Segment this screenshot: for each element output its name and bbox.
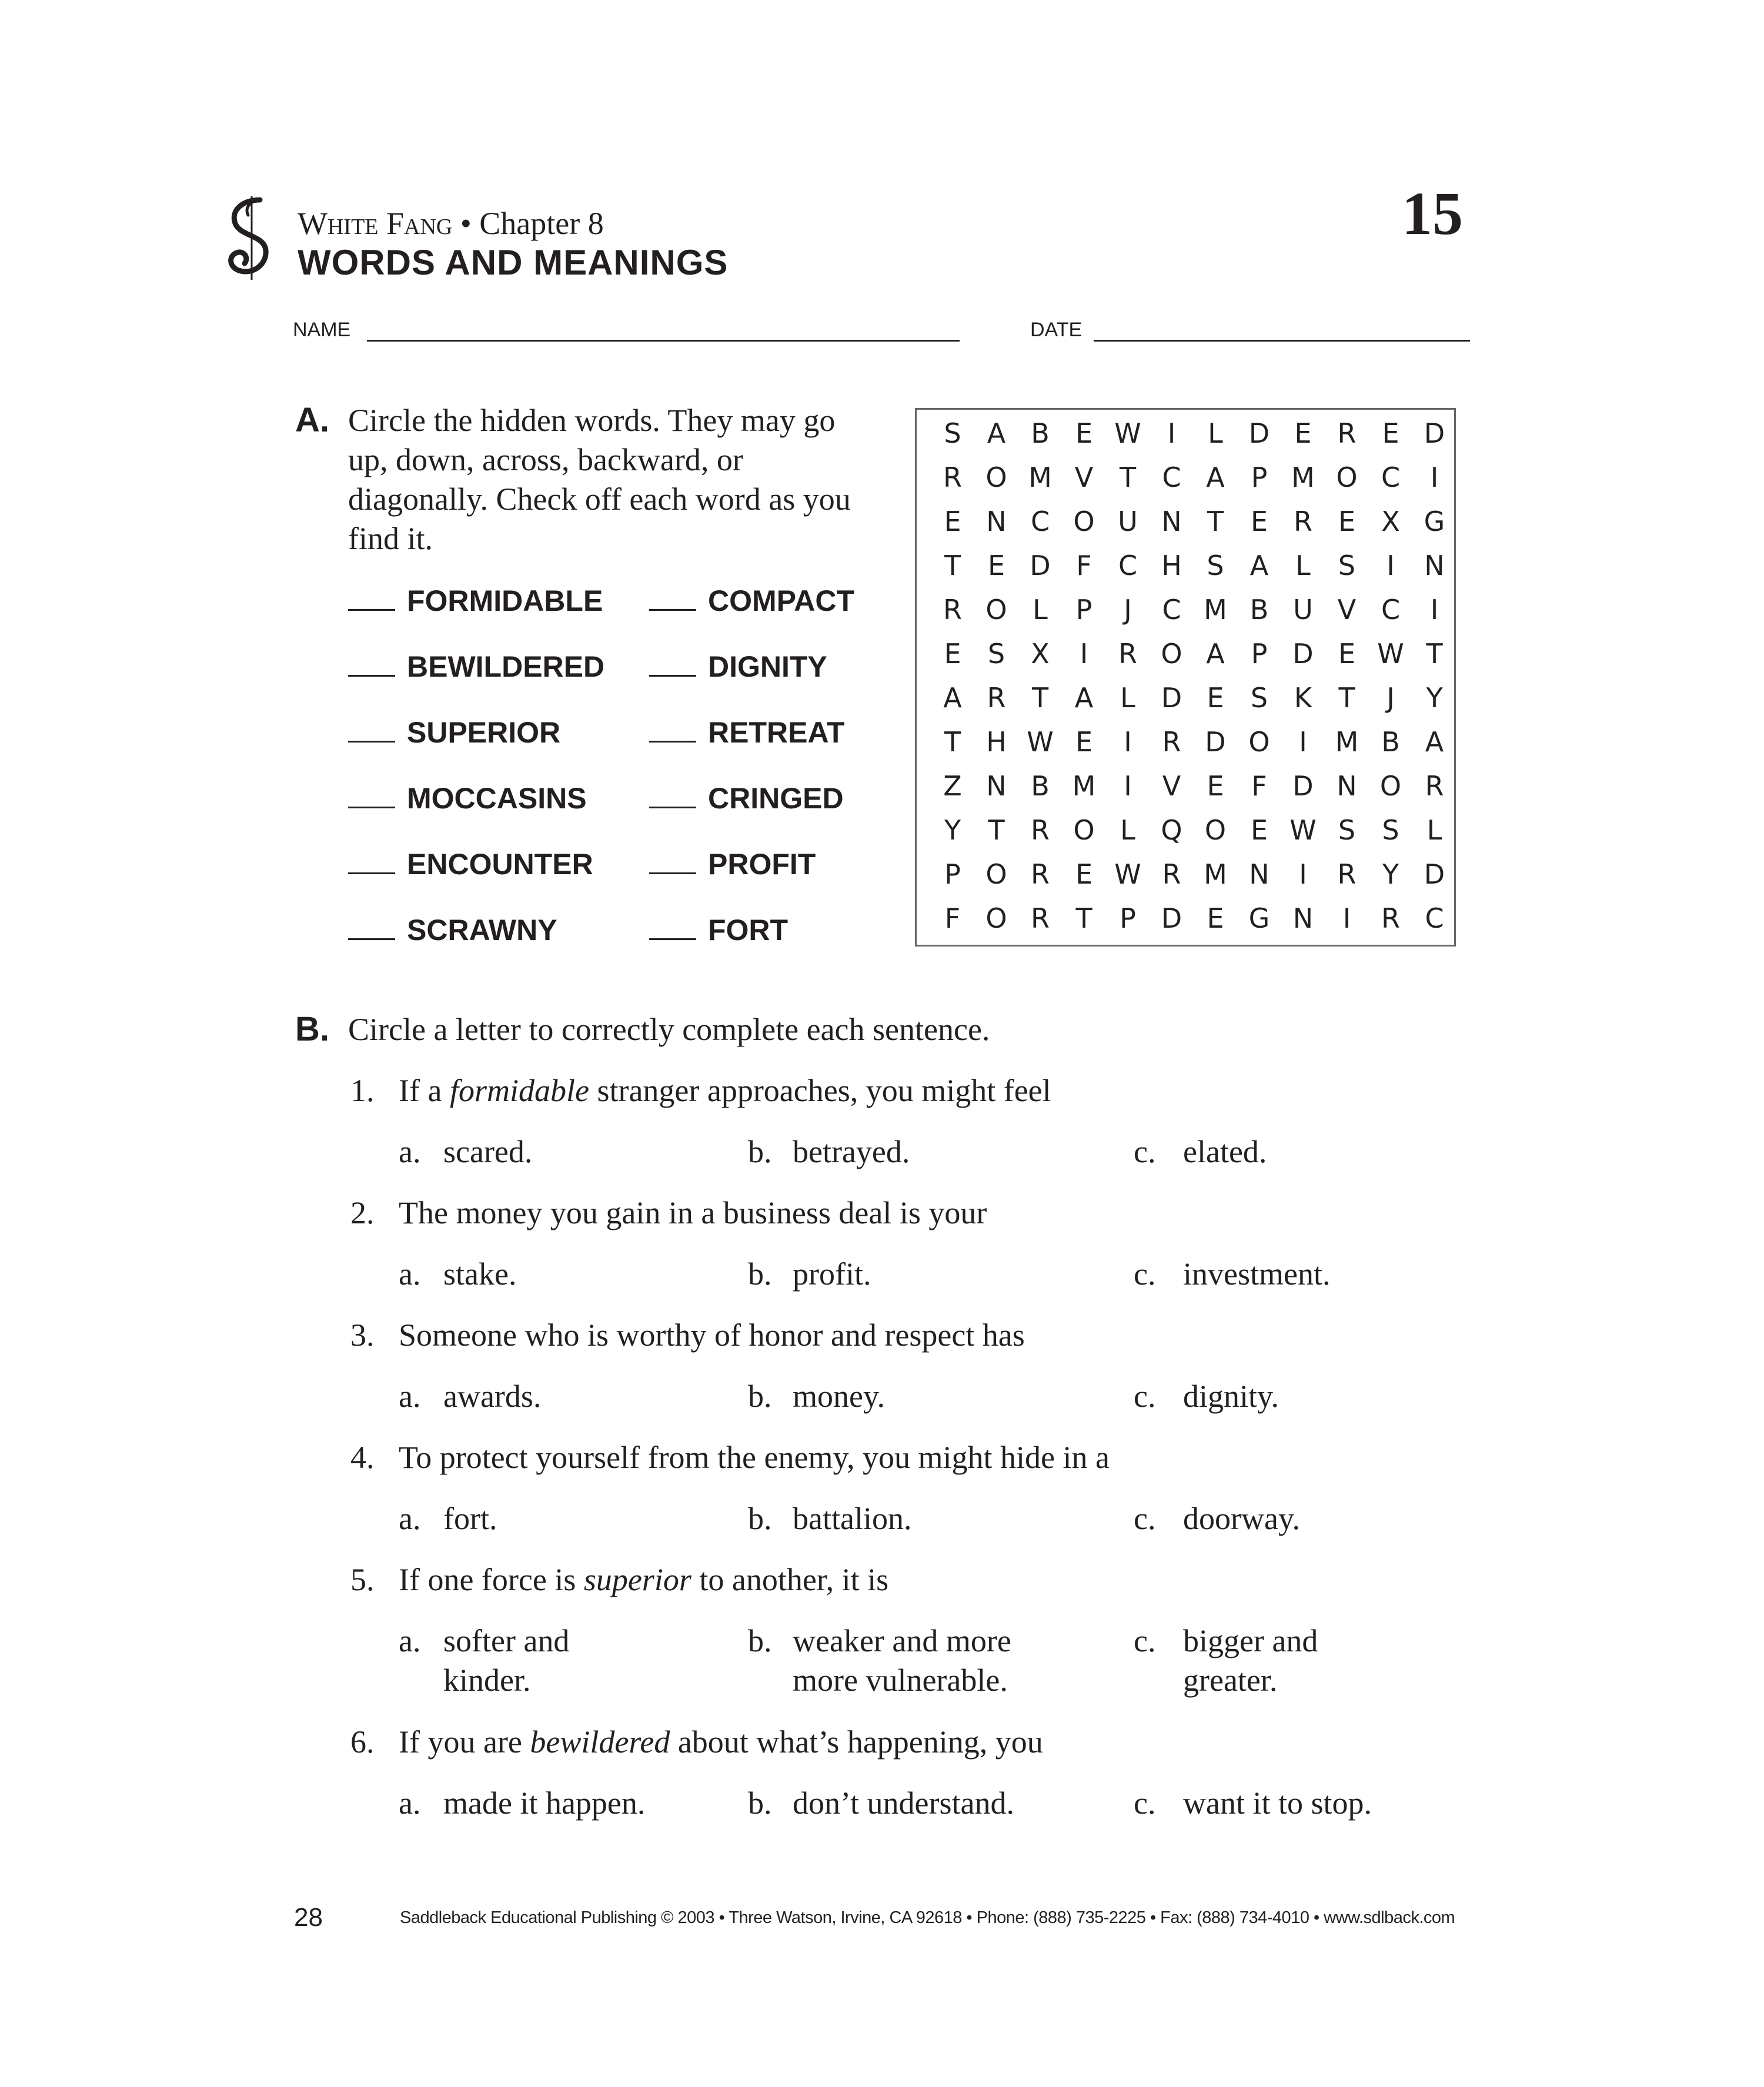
question-text-part: If a [399,1073,450,1108]
grid-letter[interactable]: T [944,550,961,581]
grid-letter[interactable]: E [1207,902,1224,934]
checkbox-blank[interactable] [348,717,395,743]
date-label: DATE [1030,319,1083,341]
grid-letter[interactable]: W [1027,726,1054,758]
grid-letter[interactable]: A [1250,550,1269,581]
grid-letter[interactable]: R [1162,858,1181,890]
grid-letter[interactable]: B [1031,417,1050,449]
grid-letter[interactable]: O [985,594,1007,626]
checkbox-blank[interactable] [348,651,395,677]
option-b-text: don’t understand. [793,1785,1014,1821]
word-list-item[interactable] [649,912,788,948]
grid-letter[interactable]: K [1294,682,1312,714]
grid-letter[interactable]: N [986,506,1007,537]
word-list-item[interactable] [649,847,816,882]
grid-letter[interactable]: E [1294,417,1312,449]
grid-letter[interactable]: R [1337,417,1357,449]
grid-letter[interactable]: H [1161,550,1182,581]
grid-letter[interactable]: M [1291,461,1315,493]
grid-letter[interactable]: A [1074,682,1094,714]
question-text [399,1723,1043,1762]
option-a-text: stake. [443,1256,517,1292]
word-list-item[interactable] [348,583,603,618]
grid-letter[interactable]: E [1207,770,1224,802]
word-label: RETREAT [708,716,845,749]
publisher-info: Saddleback Educational Publishing © 2003 • Three Watson, Irvine, CA 92618 • Phone: (888) 735-2225 • Fax: (888) 734-4010 • www.sdlback.com [400,1908,1455,1927]
worksheet-number: 15 [1402,180,1463,248]
grid-letter[interactable]: L [1208,417,1223,449]
option-a-letter[interactable]: a. [399,1256,421,1292]
grid-letter[interactable]: D [1205,726,1226,758]
grid-letter[interactable]: R [1031,858,1050,890]
option-b-letter[interactable]: b. [748,1379,772,1414]
grid-letter[interactable]: S [1338,550,1356,581]
grid-letter[interactable]: F [1251,770,1267,802]
option-c-letter[interactable]: c. [1134,1785,1156,1821]
option-c-text: investment. [1183,1256,1331,1292]
question-text-part: If one force is [399,1562,584,1597]
word-list-item[interactable] [649,781,844,816]
vocab-word: superior [583,1562,691,1597]
book-chapter-line [298,205,604,242]
question-text [399,1071,1051,1111]
option-a-letter[interactable]: a. [399,1623,421,1658]
grid-letter[interactable]: W [1377,638,1404,670]
grid-letter[interactable]: L [1120,814,1135,846]
option-b-letter[interactable]: b. [748,1623,772,1658]
option-line: bigger and [1183,1623,1318,1658]
option-c-letter[interactable]: c. [1134,1256,1156,1292]
option-c-letter[interactable]: c. [1134,1623,1156,1658]
grid-letter[interactable]: D [1030,550,1051,581]
option-a-letter[interactable]: a. [399,1379,421,1414]
grid-letter[interactable]: E [944,638,961,670]
grid-letter[interactable]: V [1074,461,1094,493]
option-a-text: scared. [443,1134,533,1169]
grid-letter[interactable]: T [1119,461,1137,493]
grid-letter[interactable]: R [987,682,1006,714]
grid-letter[interactable]: O [1073,506,1095,537]
grid-letter[interactable]: P [1251,461,1268,493]
option-c-letter[interactable]: c. [1134,1501,1156,1536]
grid-letter[interactable]: B [1250,594,1269,626]
grid-letter[interactable]: T [1075,902,1093,934]
grid-letter[interactable]: L [1120,682,1135,714]
option-a-text: made it happen. [443,1785,646,1821]
grid-letter[interactable]: U [1293,594,1313,626]
grid-letter[interactable]: N [986,770,1007,802]
question-number: 2. [350,1195,375,1230]
page-title: WORDS AND MEANINGS [298,243,729,282]
checkbox-blank[interactable] [649,586,696,611]
checkbox-blank[interactable] [348,915,395,940]
name-field-line[interactable] [367,340,960,342]
option-c-text: dignity. [1183,1379,1279,1414]
grid-letter[interactable]: P [944,858,961,890]
grid-letter[interactable]: R [1118,638,1137,670]
checkbox-blank[interactable] [348,783,395,808]
grid-letter[interactable]: X [1381,506,1400,537]
grid-letter[interactable]: C [1381,594,1401,626]
option-b-letter[interactable]: b. [748,1134,772,1169]
option-line: weaker and more [793,1623,1011,1658]
grid-letter[interactable]: A [987,417,1006,449]
section-b-letter: B. [295,1010,329,1048]
grid-letter[interactable]: E [987,550,1005,581]
option-line: greater. [1183,1663,1278,1698]
grid-letter[interactable]: E [1075,858,1093,890]
grid-letter[interactable]: R [1425,770,1444,802]
title-separator: • [452,206,480,241]
name-label: NAME [293,319,351,341]
option-line: kinder. [443,1663,531,1698]
option-a-text [443,1621,569,1700]
grid-letter[interactable]: I [1299,726,1307,758]
grid-letter[interactable]: O [1336,461,1358,493]
grid-letter[interactable]: S [1382,814,1399,846]
question-text: The money you gain in a business deal is your [399,1195,987,1230]
grid-letter[interactable]: I [1167,417,1176,449]
word-label: PROFIT [708,848,816,881]
question-number: 6. [350,1724,375,1760]
word-label: BEWILDERED [407,650,605,683]
grid-letter[interactable]: N [1337,770,1357,802]
grid-letter[interactable]: B [1031,770,1050,802]
option-a-text: awards. [443,1379,542,1414]
grid-letter[interactable]: R [943,594,962,626]
question-text [399,1560,888,1600]
grid-letter[interactable]: N [1424,550,1445,581]
question-text-part: to another, it is [691,1562,889,1597]
question-number: 4. [350,1440,375,1475]
grid-letter[interactable]: D [1292,638,1314,670]
grid-letter[interactable]: M [1204,858,1227,890]
grid-letter[interactable]: M [1028,461,1052,493]
book-title: White Fang [298,206,453,241]
grid-letter[interactable]: D [1161,902,1182,934]
vocab-word: formidable [449,1073,589,1108]
grid-letter[interactable]: D [1424,417,1445,449]
checkbox-blank[interactable] [348,586,395,611]
grid-letter[interactable]: P [1120,902,1136,934]
grid-letter[interactable]: B [1381,726,1400,758]
grid-letter[interactable]: Y [1382,858,1399,890]
grid-letter[interactable]: L [1033,594,1048,626]
grid-letter[interactable]: I [1430,594,1439,626]
grid-letter[interactable]: I [1342,902,1351,934]
word-list-item[interactable] [348,649,604,684]
grid-letter[interactable]: E [1207,682,1224,714]
question-text-part: about what’s happening, you [670,1724,1043,1760]
question-text: To protect yourself from the enemy, you might hide in a [399,1440,1110,1475]
question-text-part: If you are [399,1724,530,1760]
grid-letter[interactable]: Y [944,814,961,846]
grid-letter[interactable]: T [988,814,1005,846]
grid-letter[interactable]: O [1379,770,1402,802]
saddleback-logo [219,194,278,282]
grid-letter[interactable]: E [1250,506,1268,537]
grid-letter[interactable]: N [1292,902,1314,934]
grid-letter[interactable]: J [1124,594,1132,626]
grid-letter[interactable]: M [1204,594,1227,626]
grid-letter[interactable]: W [1114,858,1141,890]
grid-letter[interactable]: T [1426,638,1443,670]
date-field-line[interactable] [1094,340,1470,342]
question-number: 3. [350,1317,375,1353]
word-label: CRINGED [708,782,844,815]
checkbox-blank[interactable] [649,849,696,874]
grid-letter[interactable]: P [1075,594,1093,626]
grid-letter[interactable]: R [1162,726,1181,758]
vocab-word: bewildered [530,1724,670,1760]
grid-letter[interactable]: D [1292,770,1314,802]
grid-letter[interactable]: F [1076,550,1092,581]
word-list-item[interactable] [348,912,557,948]
option-line: more vulnerable. [793,1663,1008,1698]
word-search-grid[interactable] [915,408,1456,946]
grid-letter[interactable]: I [1430,461,1439,493]
grid-letter[interactable]: C [1118,550,1138,581]
word-list-item[interactable] [649,715,844,750]
grid-letter[interactable]: E [1382,417,1399,449]
grid-letter[interactable]: Z [943,770,962,802]
grid-letter[interactable]: R [1031,902,1050,934]
grid-letter[interactable]: S [1207,550,1224,581]
grid-letter[interactable]: V [1337,594,1357,626]
grid-letter[interactable]: O [985,858,1007,890]
option-a-letter[interactable]: a. [399,1785,421,1821]
word-list-item[interactable] [348,715,560,750]
word-label: FORT [708,914,789,946]
grid-letter[interactable]: V [1162,770,1181,802]
grid-letter[interactable]: R [943,461,962,493]
grid-letter[interactable]: H [986,726,1007,758]
grid-letter[interactable]: Y [1426,682,1443,714]
grid-letter[interactable]: T [944,726,961,758]
grid-letter[interactable]: E [1338,506,1356,537]
option-line: softer and [443,1623,570,1658]
grid-letter[interactable]: C [1162,594,1181,626]
grid-letter[interactable]: P [1251,638,1268,670]
grid-letter[interactable]: O [1073,814,1095,846]
grid-letter[interactable]: E [944,506,961,537]
question-number: 5. [350,1562,375,1597]
checkbox-blank[interactable] [649,915,696,940]
option-c-text [1183,1621,1318,1700]
grid-letter[interactable]: D [1424,858,1445,890]
checkbox-blank[interactable] [649,651,696,677]
grid-letter[interactable]: F [944,902,961,934]
checkbox-blank[interactable] [348,849,395,874]
grid-letter[interactable]: I [1080,638,1088,670]
word-list-item[interactable] [649,583,854,618]
grid-letter[interactable]: N [1249,858,1269,890]
grid-letter[interactable]: T [1338,682,1355,714]
word-label: ENCOUNTER [407,848,593,881]
grid-letter[interactable]: S [987,638,1005,670]
option-b-letter[interactable]: b. [748,1256,772,1292]
word-list-item[interactable] [348,847,593,882]
grid-letter[interactable]: O [1161,638,1182,670]
option-c-text: want it to stop. [1183,1785,1372,1821]
option-b-text: battalion. [793,1501,912,1536]
grid-letter[interactable]: I [1387,550,1395,581]
grid-letter[interactable]: G [1248,902,1270,934]
word-list-item[interactable] [348,781,587,816]
grid-letter[interactable]: R [1337,858,1357,890]
word-label: FORMIDABLE [407,584,603,617]
option-c-letter[interactable]: c. [1134,1134,1156,1169]
grid-letter[interactable]: C [1030,506,1050,537]
grid-letter[interactable]: C [1425,902,1444,934]
grid-letter[interactable]: M [1072,770,1096,802]
grid-letter[interactable]: E [1075,417,1093,449]
grid-letter[interactable]: I [1124,726,1132,758]
option-a-letter[interactable]: a. [399,1134,421,1169]
grid-letter[interactable]: L [1426,814,1442,846]
option-c-letter[interactable]: c. [1134,1379,1156,1414]
grid-letter[interactable]: M [1335,726,1359,758]
grid-letter[interactable]: R [1294,506,1312,537]
word-list-item[interactable] [649,649,827,684]
grid-letter[interactable]: C [1381,461,1401,493]
grid-letter[interactable]: C [1162,461,1181,493]
grid-letter[interactable]: E [1338,638,1356,670]
grid-letter[interactable]: A [1206,638,1225,670]
grid-letter[interactable]: U [1118,506,1138,537]
option-a-text: fort. [443,1501,497,1536]
grid-letter[interactable]: R [1031,814,1050,846]
grid-letter[interactable]: X [1031,638,1050,670]
grid-letter[interactable]: O [985,902,1007,934]
grid-letter[interactable]: D [1161,682,1182,714]
footer-page-number: 28 [294,1903,323,1932]
grid-letter[interactable]: D [1248,417,1270,449]
section-a-instructions: Circle the hidden words. They may go up, down, across, backward, or diagonally. Check off each word as you find it. [348,403,851,556]
question-number: 1. [350,1073,375,1108]
word-label: COMPACT [708,584,855,617]
grid-letter[interactable]: E [1075,726,1093,758]
grid-letter[interactable]: I [1124,770,1132,802]
option-b-text: profit. [793,1256,871,1292]
section-a-letter: A. [295,401,329,439]
option-b-letter[interactable]: b. [748,1501,772,1536]
option-c-text: elated. [1183,1134,1267,1169]
grid-letter[interactable]: T [1207,506,1224,537]
grid-letter[interactable]: O [1248,726,1270,758]
grid-letter[interactable]: R [1381,902,1400,934]
grid-letter[interactable]: A [1206,461,1225,493]
grid-letter[interactable]: N [1161,506,1182,537]
grid-letter[interactable]: A [1425,726,1444,758]
question-text: Someone who is worthy of honor and respect has [399,1317,1025,1353]
option-b-text: betrayed. [793,1134,910,1169]
checkbox-blank[interactable] [649,717,696,743]
grid-letter[interactable]: A [943,682,962,714]
grid-letter[interactable]: W [1114,417,1141,449]
word-label: SUPERIOR [407,716,561,749]
option-b-text [793,1621,1011,1700]
grid-letter[interactable]: I [1299,858,1307,890]
grid-letter[interactable]: O [1204,814,1227,846]
question-text-part: stranger approaches, you might feel [589,1073,1051,1108]
word-label: MOCCASINS [407,782,587,815]
word-label: DIGNITY [708,650,827,683]
grid-letter[interactable]: L [1295,550,1311,581]
section-b-instructions: Circle a letter to correctly complete each sentence. [348,1012,990,1047]
grid-letter[interactable]: S [1250,682,1268,714]
checkbox-blank[interactable] [649,783,696,808]
grid-letter[interactable]: S [1338,814,1356,846]
option-b-text: money. [793,1379,885,1414]
option-a-letter[interactable]: a. [399,1501,421,1536]
grid-letter[interactable]: O [985,461,1007,493]
grid-letter[interactable]: J [1387,682,1395,714]
grid-letter[interactable]: T [1031,682,1049,714]
option-b-letter[interactable]: b. [748,1785,772,1821]
option-c-text: doorway. [1183,1501,1300,1536]
grid-letter[interactable]: G [1424,506,1445,537]
word-label: SCRAWNY [407,914,557,946]
grid-letter[interactable]: Q [1161,814,1182,846]
grid-letter[interactable]: E [1250,814,1268,846]
grid-letter[interactable]: S [944,417,961,449]
chapter-label: Chapter 8 [479,206,604,241]
grid-letter[interactable]: W [1289,814,1317,846]
